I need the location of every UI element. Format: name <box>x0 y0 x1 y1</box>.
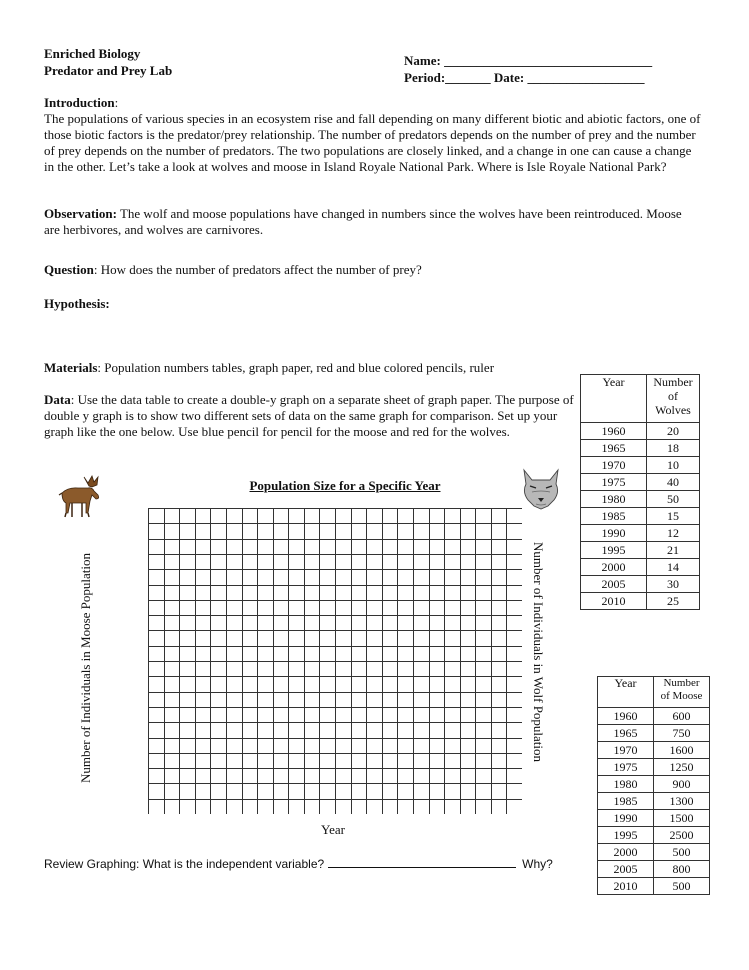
data-section: Data: Use the data table to create a double-y graph on a separate sheet of graph paper. The purpose of double y graph is to show two different sets of data on the same graph for comparison. Set up your graph like the one below. Use blue pencil for pencil for the moose and red for the wolves. <box>44 392 574 439</box>
wolf-table-count-cell: 50 <box>647 491 700 508</box>
wolf-table-year-cell: 1980 <box>581 491 647 508</box>
wolf-icon <box>518 468 564 510</box>
moose-table-row <box>598 759 710 776</box>
wolf-table-year-cell: 1995 <box>581 542 647 559</box>
question-text: How does the number of predators affect the number of prey? <box>100 262 422 277</box>
hypothesis-section <box>44 296 684 312</box>
wolf-table-row <box>581 593 700 610</box>
review-question <box>44 856 553 871</box>
period-date-field[interactable]: Period:_______ Date: __________________ <box>404 70 645 85</box>
wolf-table-year-cell: 1990 <box>581 525 647 542</box>
wolf-table-row <box>581 559 700 576</box>
wolf-table-count-cell: 21 <box>647 542 700 559</box>
wolf-table-row <box>581 440 700 457</box>
data-heading: Data <box>44 392 71 407</box>
moose-population-table <box>597 676 710 895</box>
wolf-table-count-cell: 15 <box>647 508 700 525</box>
moose-table-year-cell: 1990 <box>598 810 654 827</box>
moose-table-row <box>598 878 710 895</box>
introduction-text: The populations of various species in an ecosystem rise and fall depending on many different biotic and abiotic factors, one of those biotic factors is the predator/prey relationship. The number of predators depends on the number of prey and the number of prey depends on the number of predators. The two populations are closely linked, and a change in one can cause a change in the other. Let’s take a look at wolves and moose in Island Royale National Park. Where is Isle Royale National Park? <box>44 111 701 174</box>
observation-text: The wolf and moose populations have changed in numbers since the wolves have been reintroduced. Moose are herbivores, and wolves are carnivores. <box>44 206 682 237</box>
course-title: Enriched Biology <box>44 46 141 61</box>
wolf-table-row <box>581 542 700 559</box>
moose-table-year-cell: 1985 <box>598 793 654 810</box>
header-right <box>404 52 652 86</box>
moose-table-count-cell: 1250 <box>654 759 710 776</box>
wolf-table-row <box>581 576 700 593</box>
answer-blank[interactable] <box>328 856 516 868</box>
moose-table-count-cell: 600 <box>654 708 710 725</box>
wolf-table-count-cell: 10 <box>647 457 700 474</box>
introduction-section: Introduction: The populations of various species in an ecosystem rise and fall depending on many different biotic and abiotic factors, one of those biotic factors is the predator/prey relationship. The number of predators depends on the number of prey and the number of prey depends on the number of predators. The two populations are closely linked, and a change in one can cause a change in the other. Let’s take a look at wolves and moose in Island Royale National Park. Where is Isle Royale National Park? <box>44 95 704 175</box>
moose-table-row <box>598 861 710 878</box>
wolf-table-row <box>581 525 700 542</box>
wolf-table-year-cell: 2000 <box>581 559 647 576</box>
moose-icon <box>54 473 106 519</box>
wolf-population-table <box>580 374 700 610</box>
x-axis-label: Year <box>321 822 345 837</box>
graph-grid <box>148 508 522 814</box>
wolf-table-year-cell: 1975 <box>581 474 647 491</box>
moose-table-row <box>598 742 710 759</box>
moose-table-year-cell: 1970 <box>598 742 654 759</box>
moose-table-year-cell: 1980 <box>598 776 654 793</box>
wolf-table-row <box>581 457 700 474</box>
moose-table-row <box>598 827 710 844</box>
moose-table-year-cell: 1975 <box>598 759 654 776</box>
moose-table-count-cell: 500 <box>654 878 710 895</box>
materials-text: Population numbers tables, graph paper, red and blue colored pencils, ruler <box>104 360 495 375</box>
moose-table-year-cell: 1995 <box>598 827 654 844</box>
moose-table-year-cell: 1960 <box>598 708 654 725</box>
moose-table-count-cell: 900 <box>654 776 710 793</box>
moose-table-row <box>598 725 710 742</box>
wolf-table-count-cell: 40 <box>647 474 700 491</box>
observation-heading: Observation: <box>44 206 117 221</box>
observation-section <box>44 206 684 238</box>
moose-table-year-cell: 2005 <box>598 861 654 878</box>
question-heading: Question <box>44 262 94 277</box>
wolf-table-row <box>581 491 700 508</box>
moose-table-row <box>598 708 710 725</box>
materials-section: Materials: Population numbers tables, graph paper, red and blue colored pencils, ruler <box>44 360 495 375</box>
hypothesis-heading: Hypothesis: <box>44 296 110 311</box>
moose-table-year-cell: 2000 <box>598 844 654 861</box>
wolf-table-count-cell: 18 <box>647 440 700 457</box>
wolf-table-year-cell: 2010 <box>581 593 647 610</box>
moose-table-count-cell: 500 <box>654 844 710 861</box>
wolf-table-row <box>581 508 700 525</box>
moose-table-row <box>598 793 710 810</box>
header-left <box>44 45 172 79</box>
moose-table-count-cell: 2500 <box>654 827 710 844</box>
moose-table-count-header: Number of Moose <box>654 677 710 708</box>
wolf-table-count-cell: 30 <box>647 576 700 593</box>
graph-title: Population Size for a Specific Year <box>249 478 441 493</box>
review-why: Why? <box>522 857 553 871</box>
wolf-table-year-cell: 1960 <box>581 423 647 440</box>
wolf-table-year-cell: 1985 <box>581 508 647 525</box>
moose-table-count-cell: 1300 <box>654 793 710 810</box>
review-question-text: Review Graphing: What is the independent variable? <box>44 857 325 871</box>
moose-table-row <box>598 776 710 793</box>
wolf-table-count-cell: 14 <box>647 559 700 576</box>
wolf-table-year-cell: 1965 <box>581 440 647 457</box>
introduction-heading: Introduction <box>44 95 115 110</box>
wolf-table-count-header: Number of Wolves <box>647 375 700 423</box>
data-text: Use the data table to create a double-y graph on a separate sheet of graph paper. The purpose of double y graph is to show two different sets of data on the same graph for comparison. Set up your graph like the one below. Use blue pencil for pencil for the moose and red for the wolves. <box>44 392 574 439</box>
wolf-table-count-cell: 25 <box>647 593 700 610</box>
moose-table-row <box>598 810 710 827</box>
wolf-table-row <box>581 474 700 491</box>
name-field[interactable]: Name: ________________________________ <box>404 53 653 68</box>
question-section: Question: How does the number of predators affect the number of prey? <box>44 262 422 277</box>
lab-title: Predator and Prey Lab <box>44 63 173 78</box>
moose-table-count-cell: 800 <box>654 861 710 878</box>
wolf-table-year-cell: 1970 <box>581 457 647 474</box>
wolf-table-count-cell: 20 <box>647 423 700 440</box>
moose-table-year-cell: 1965 <box>598 725 654 742</box>
moose-table-year-cell: 2010 <box>598 878 654 895</box>
graph-grid-lines <box>148 508 522 814</box>
moose-table-row <box>598 844 710 861</box>
moose-table-count-cell: 750 <box>654 725 710 742</box>
wolf-table-year-cell: 2005 <box>581 576 647 593</box>
wolf-table-year-header: Year <box>581 375 647 423</box>
y-axis-right-label: Number of Individuals in Wolf Population <box>531 541 546 763</box>
materials-heading: Materials <box>44 360 98 375</box>
moose-table-year-header: Year <box>598 677 654 708</box>
wolf-table-row <box>581 423 700 440</box>
y-axis-left-label: Number of Individuals in Moose Population <box>78 553 93 784</box>
moose-table-count-cell: 1600 <box>654 742 710 759</box>
moose-table-count-cell: 1500 <box>654 810 710 827</box>
wolf-table-count-cell: 12 <box>647 525 700 542</box>
